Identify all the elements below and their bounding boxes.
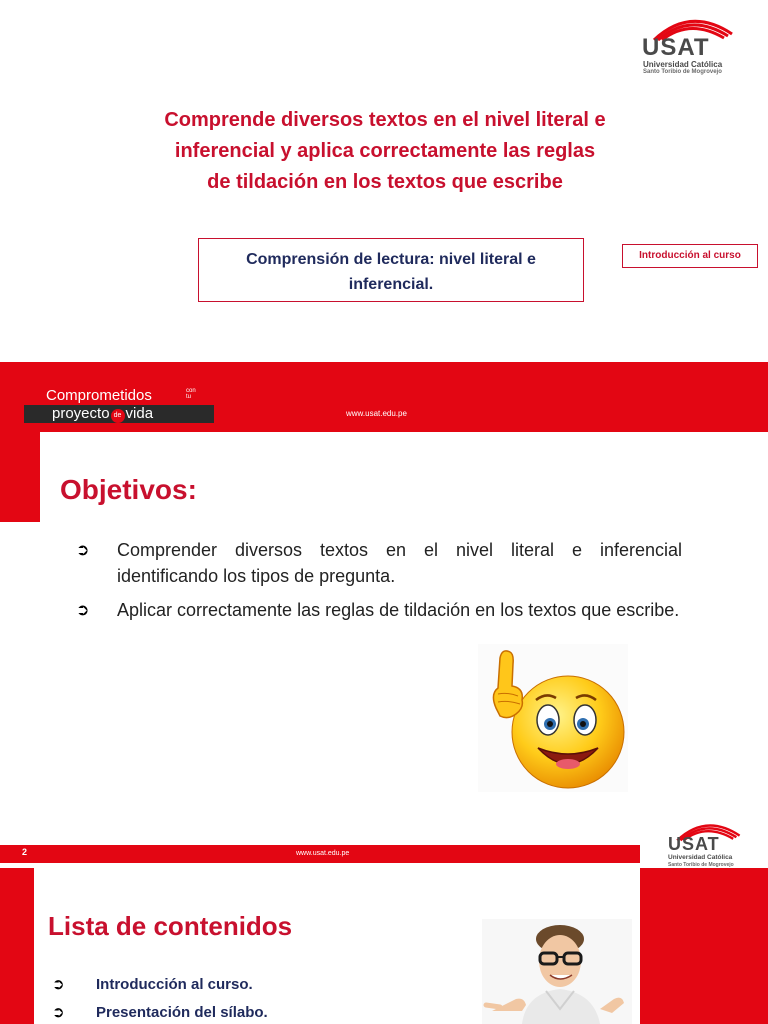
objective-text: Aplicar correctamente las reglas de tildación en los textos que escribe. — [117, 600, 680, 620]
tagline-small-tu: tu — [186, 394, 192, 400]
topic-line: inferencial. — [348, 276, 434, 293]
usat-logo — [666, 818, 746, 868]
arrow-circle-right-icon: ➲ — [76, 542, 90, 559]
course-title-line: de tildación en los textos que escribe — [207, 171, 563, 193]
course-title-line: inferencial y aplica correctamente las reglas — [174, 140, 596, 162]
usat-logo-line2: Santo Toribio de Mogrovejo — [668, 862, 734, 868]
usat-logo-line2: Santo Toribio de Mogrovejo — [643, 69, 722, 75]
topic-line: Comprensión de lectura: nivel literal e — [246, 251, 536, 268]
usat-logo-line1: Universidad Católica — [643, 60, 723, 69]
tagline-comprometidos: Comprometidos — [46, 387, 152, 404]
list-item — [52, 999, 268, 1024]
topic-box — [198, 238, 584, 302]
usat-logo-word: USAT — [642, 34, 710, 61]
thumbs-up-smiley-icon — [478, 644, 628, 792]
side-accent — [0, 432, 40, 522]
contents-list — [52, 971, 268, 1024]
side-panel — [640, 868, 768, 1024]
page-number: 2 — [22, 847, 28, 857]
tagline-small-con: con — [186, 388, 196, 394]
list-item — [72, 537, 682, 589]
objectives-list — [72, 537, 682, 631]
website-link[interactable]: www.usat.edu.pe — [296, 850, 350, 857]
contents-item-text: Introducción al curso. — [96, 976, 253, 993]
usat-logo — [640, 12, 740, 74]
website-link[interactable]: www.usat.edu.pe — [346, 409, 407, 418]
tagline-proyecto: proyecto — [52, 405, 110, 422]
tagline-proyecto-vida — [52, 405, 153, 423]
arrow-circle-right-icon: ➲ — [76, 602, 90, 619]
objective-text: Comprender diversos textos en el nivel literal e inferencial identificando los tipos de pregunta. — [117, 540, 682, 586]
arrow-circle-right-icon: ➲ — [52, 976, 65, 993]
list-item — [52, 971, 268, 999]
usat-logo-line1: Universidad Católica — [668, 854, 733, 861]
contents-heading: Lista de contenidos — [48, 911, 293, 941]
tagline-de-badge: de — [111, 409, 125, 423]
slide-title — [0, 0, 768, 362]
slide-contents — [0, 809, 768, 1024]
pointing-person-illustration — [482, 919, 632, 1024]
list-item — [72, 597, 682, 623]
course-title — [100, 105, 670, 198]
contents-item-text: Presentación del sílabo. — [96, 1004, 268, 1021]
slide-objectives — [0, 362, 768, 809]
intro-course-button[interactable]: Introducción al curso — [622, 244, 758, 268]
arrow-circle-right-icon: ➲ — [52, 1004, 65, 1021]
usat-logo-word: USAT — [668, 834, 720, 854]
objectives-heading: Objetivos: — [60, 474, 197, 505]
tagline-small — [186, 388, 196, 400]
course-title-line: Comprende diversos textos en el nivel literal e — [164, 109, 606, 131]
tagline-vida: vida — [125, 405, 154, 422]
side-accent — [0, 868, 34, 1024]
